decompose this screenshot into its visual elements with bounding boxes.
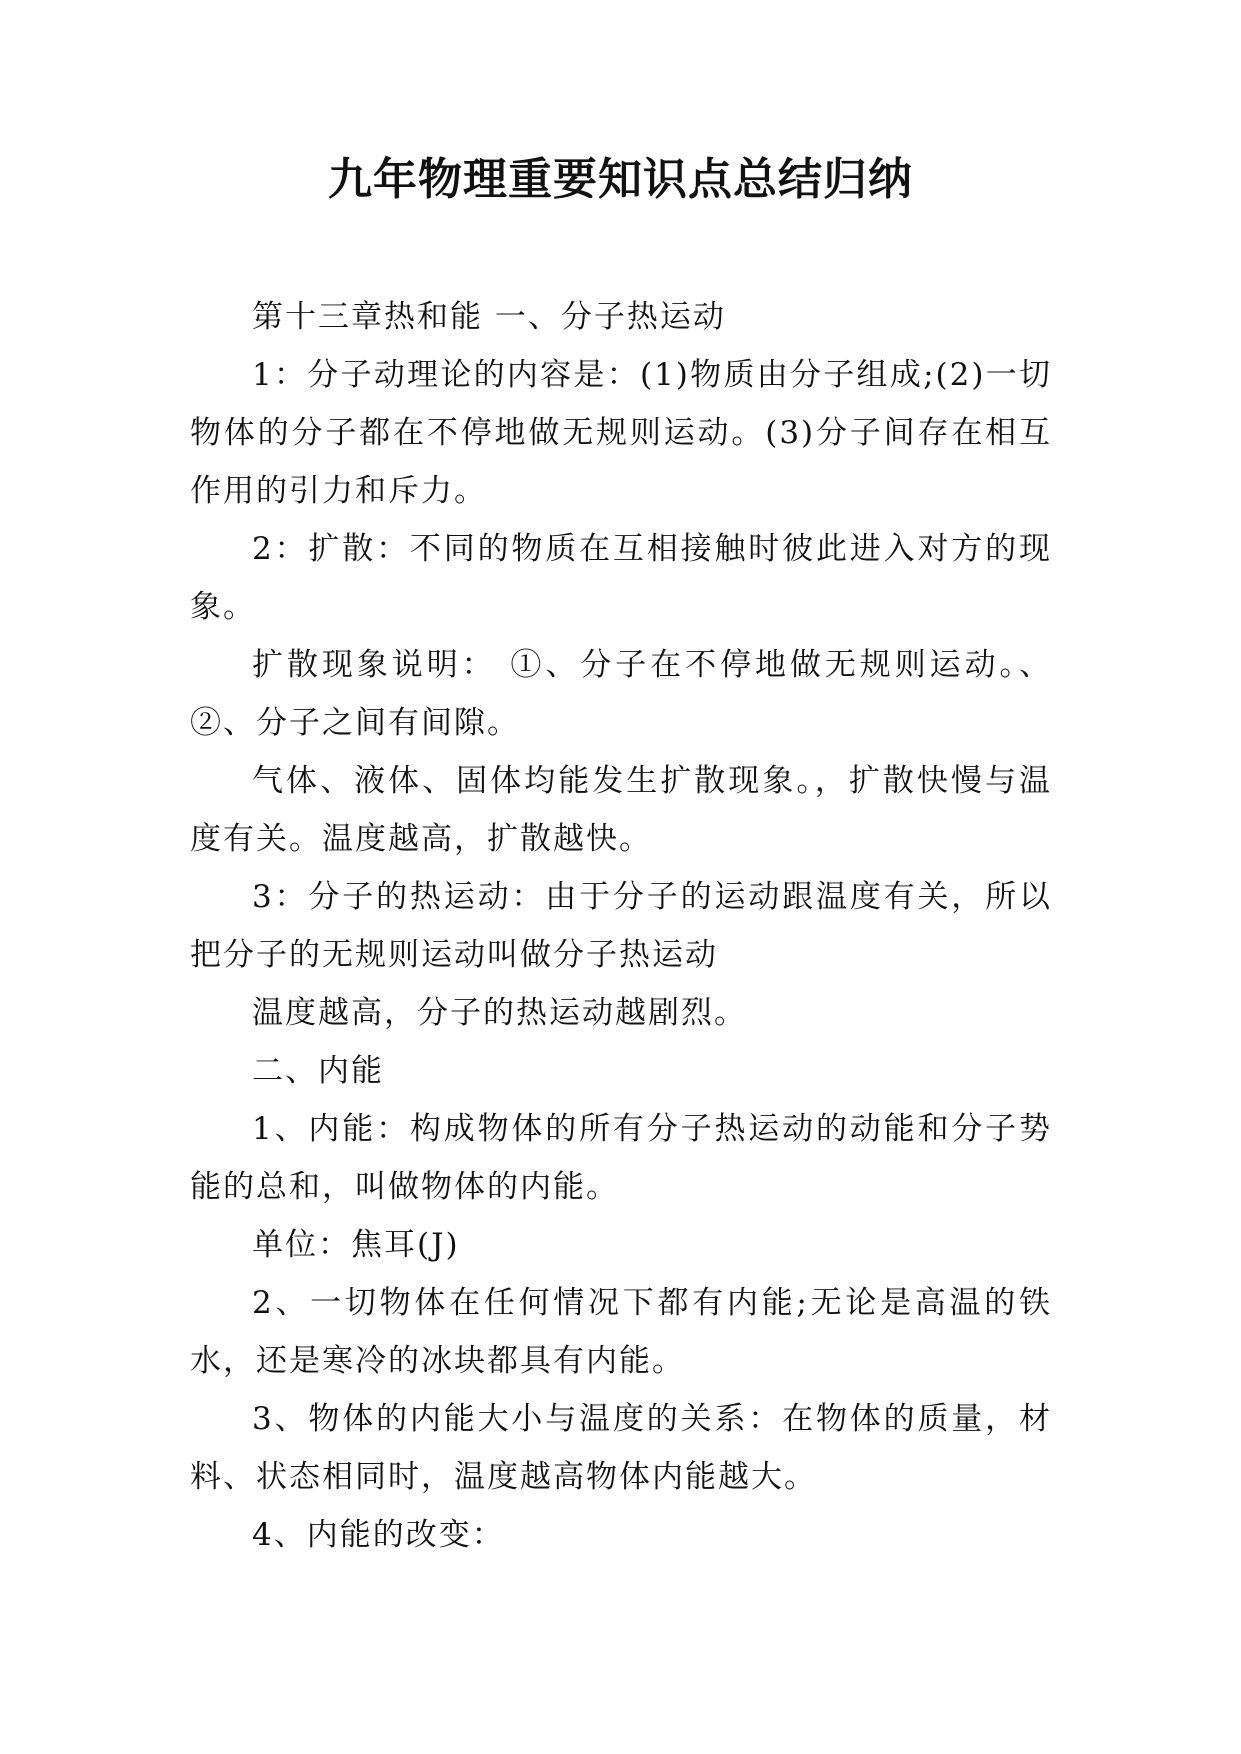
paragraph: 3、物体的内能大小与温度的关系：在物体的质量，材料、状态相同时，温度越高物体内能越大。 bbox=[190, 1401, 1052, 1495]
paragraph: 1：分子动理论的内容是：(1)物质由分子组成;(2)一切物体的分子都在不停地做无规则运动。(3)分子间存在相互作用的引力和斥力。 bbox=[190, 357, 1052, 509]
paragraph: 单位：焦耳(J) bbox=[252, 1227, 460, 1263]
paragraph-section-heading: 二、内能 bbox=[252, 1053, 384, 1089]
paragraph: 4、内能的改变： bbox=[252, 1517, 505, 1553]
document-title: 九年物理重要知识点总结归纳 bbox=[328, 154, 913, 205]
paragraph: 扩散现象说明： ①、分子在不停地做无规则运动。、②、分子之间有间隙。 bbox=[190, 647, 1052, 741]
paragraph: 1、内能：构成物体的所有分子热运动的动能和分子势能的总和，叫做物体的内能。 bbox=[190, 1111, 1052, 1205]
paragraph: 3：分子的热运动：由于分子的运动跟温度有关，所以把分子的无规则运动叫做分子热运动 bbox=[190, 879, 1052, 973]
document-body bbox=[190, 288, 1052, 1564]
paragraph: 温度越高，分子的热运动越剧烈。 bbox=[252, 995, 747, 1031]
paragraph: 气体、液体、固体均能发生扩散现象。，扩散快慢与温度有关。温度越高，扩散越快。 bbox=[190, 763, 1052, 857]
paragraph: 2：扩散：不同的物质在互相接触时彼此进入对方的现象。 bbox=[190, 531, 1052, 625]
paragraph: 2、一切物体在任何情况下都有内能;无论是高温的铁水，还是寒冷的冰块都具有内能。 bbox=[190, 1285, 1052, 1379]
paragraph-chapter-heading: 第十三章热和能 一、分子热运动 bbox=[252, 299, 726, 335]
